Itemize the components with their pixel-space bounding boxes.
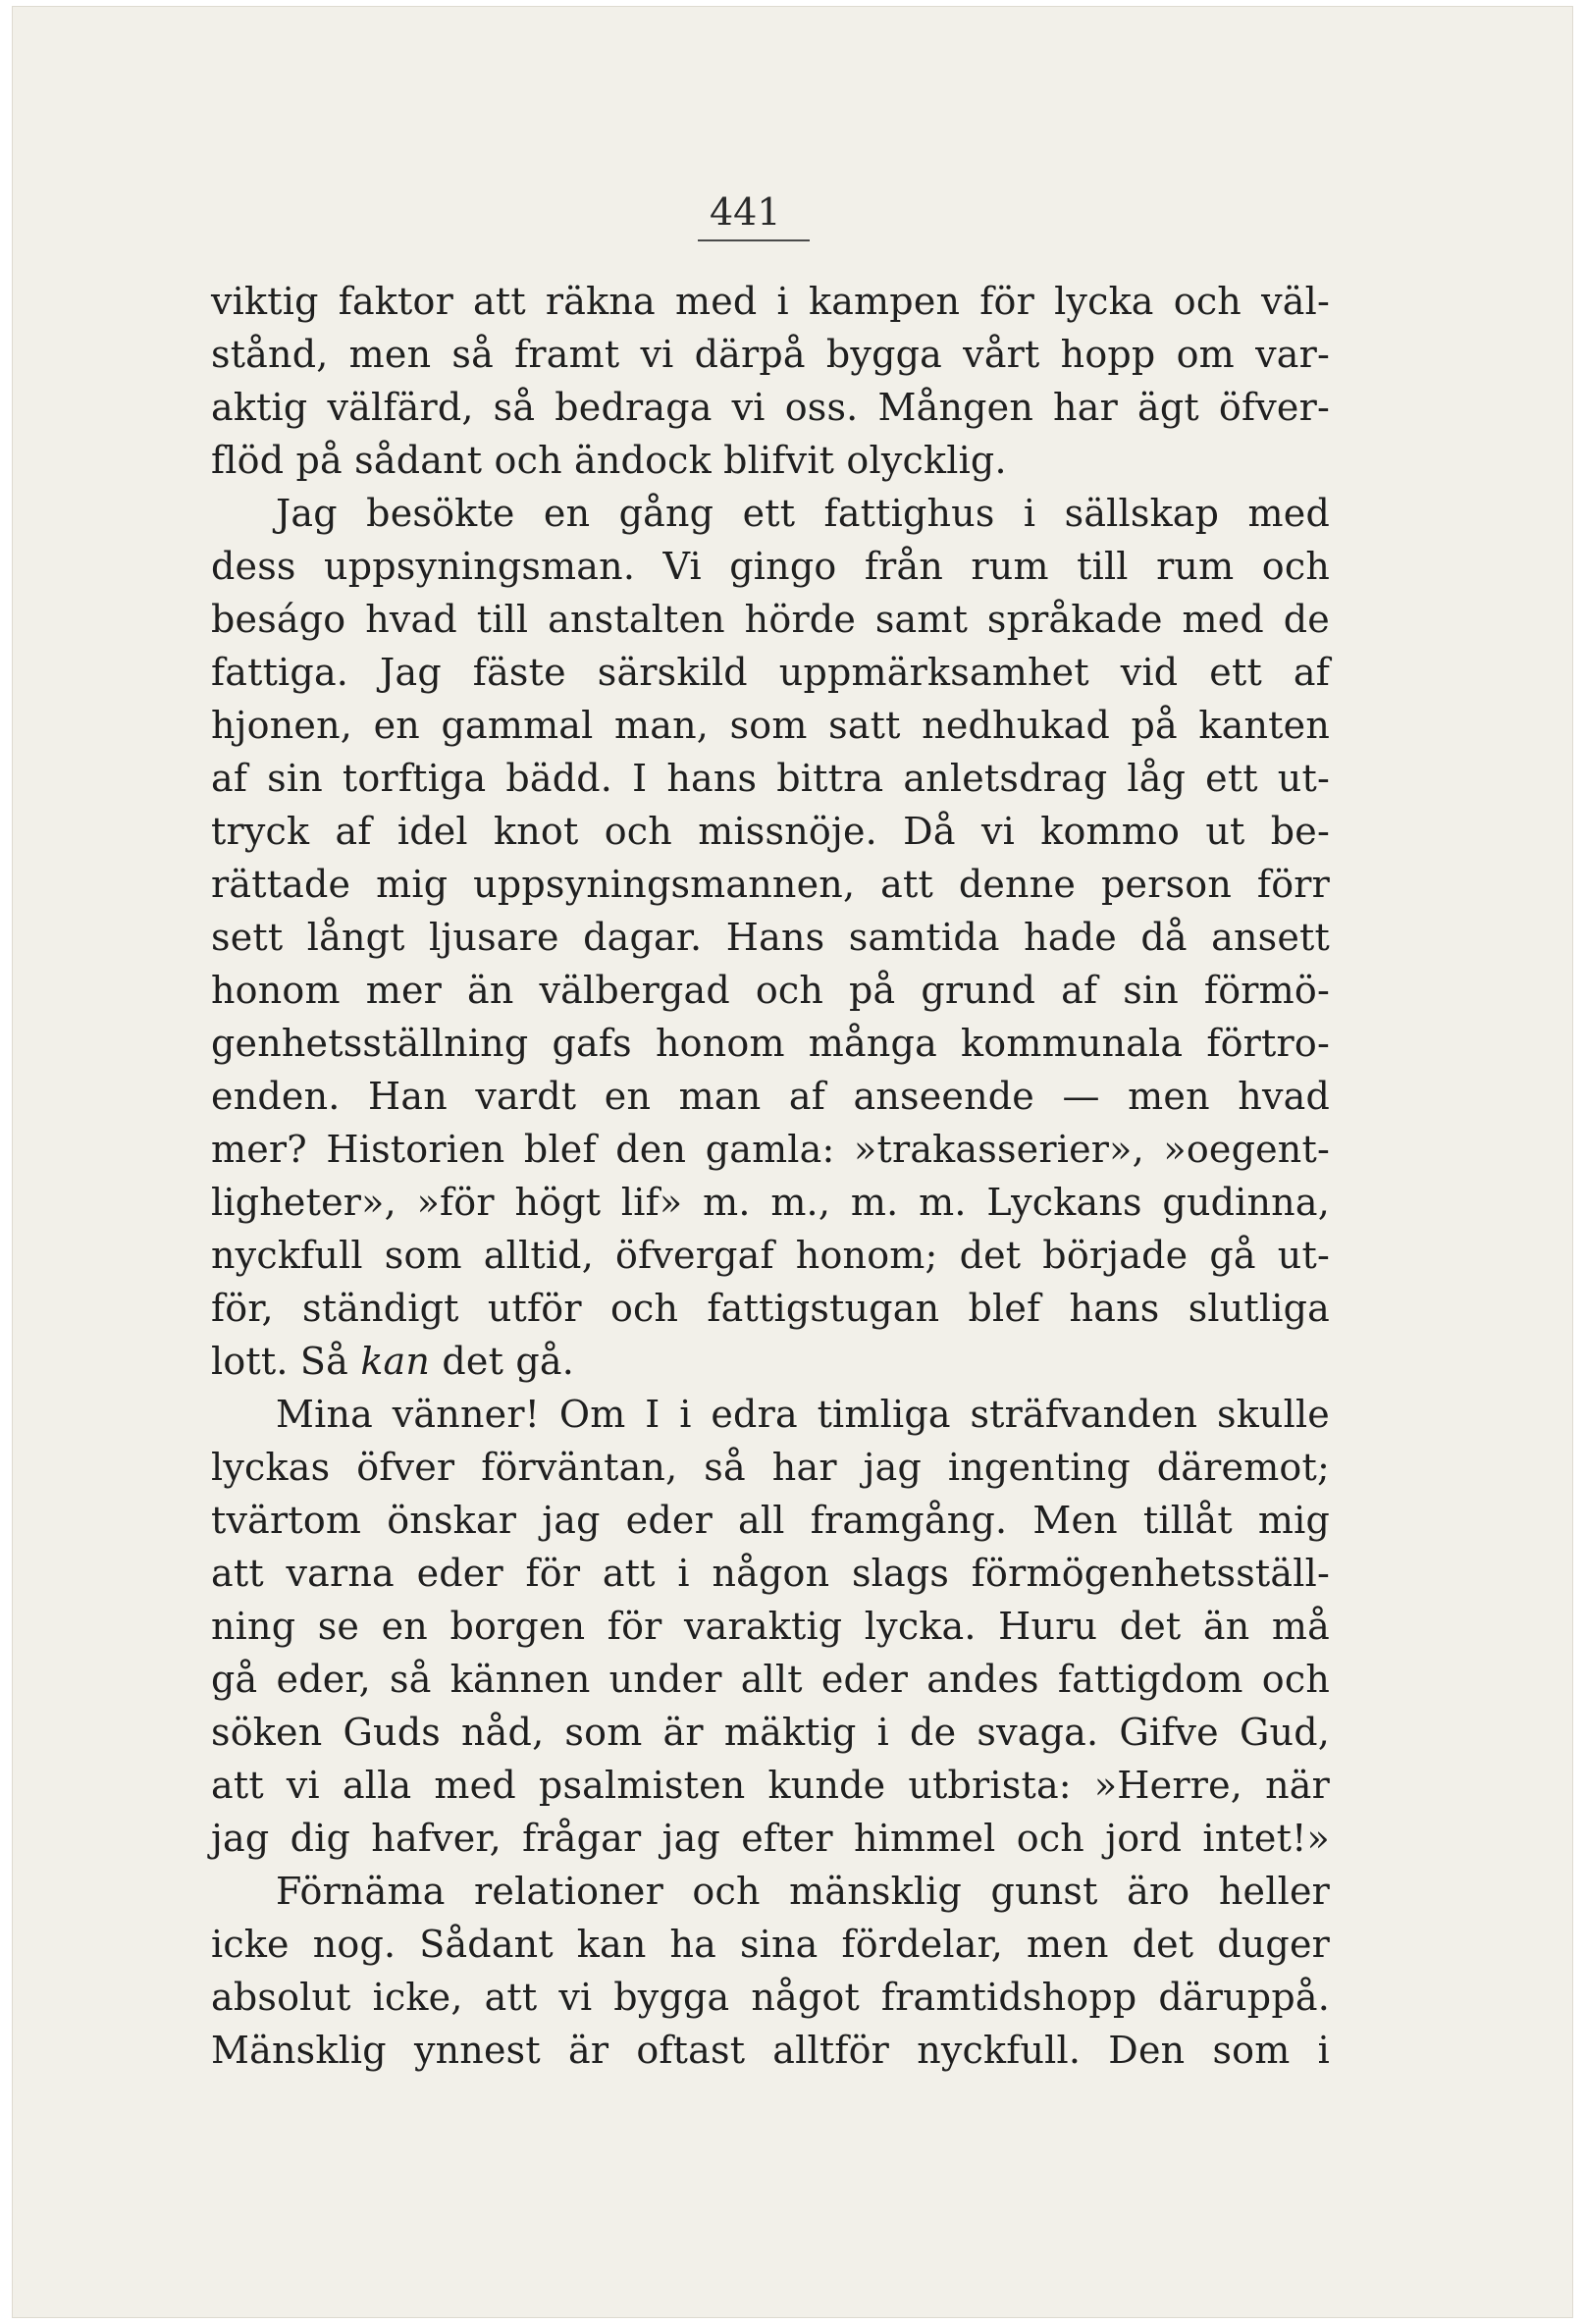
- text-line: aktig välfärd, så bedraga vi oss. Mången har ägt öfver-: [211, 386, 1330, 429]
- text-line: honom mer än välbergad och på grund af sin förmö-: [211, 969, 1330, 1012]
- text-line: nyckfull som alltid, öfvergaf honom; det började gå ut-: [211, 1234, 1330, 1277]
- text-line: söken Guds nåd, som är mäktig i de svaga. Gifve Gud,: [211, 1711, 1330, 1754]
- text-segment: det gå.: [430, 1340, 574, 1383]
- text-line: enden. Han vardt en man af anseende — men hvad: [211, 1075, 1330, 1118]
- text-line: ligheter», »för högt lif» m. m., m. m. Lyckans gudinna,: [211, 1181, 1330, 1224]
- text-line: att vi alla med psalmisten kunde utbrista: »Herre, när: [211, 1764, 1330, 1807]
- text-line: hjonen, en gammal man, som satt nedhukad på kanten: [211, 704, 1330, 747]
- text-line: af sin torftiga bädd. I hans bittra anletsdrag låg ett ut-: [211, 757, 1330, 800]
- text-line: icke nog. Sådant kan ha sina fördelar, men det duger: [211, 1923, 1330, 1966]
- text-line: absolut icke, att vi bygga något framtidshopp däruppå.: [211, 1976, 1330, 2019]
- text-line: Jag besökte en gång ett fattighus i sällskap med: [276, 492, 1330, 535]
- text-line: [211, 1335, 1330, 1388]
- text-line: för, ständigt utför och fattigstugan blef hans slutliga: [211, 1287, 1330, 1330]
- text-line: ning se en borgen för varaktig lycka. Huru det än må: [211, 1605, 1330, 1648]
- page-number-rule: [698, 239, 810, 241]
- text-line: jag dig hafver, frågar jag efter himmel och jord intet!»: [211, 1817, 1330, 1860]
- text-line: flöd på sådant och ändock blifvit olycklig.: [211, 439, 1007, 482]
- italic-emphasis: kan: [360, 1340, 431, 1383]
- text-line: Mina vänner! Om I i edra timliga sträfvanden skulle: [276, 1393, 1330, 1436]
- body-text: [211, 275, 1330, 2077]
- text-line: dess uppsyningsman. Vi gingo från rum till rum och: [211, 545, 1330, 588]
- book-page: [12, 6, 1573, 2318]
- text-line: rättade mig uppsyningsmannen, att denne person förr: [211, 863, 1330, 906]
- text-line: fattiga. Jag fäste särskild uppmärksamhet vid ett af: [211, 651, 1330, 694]
- text-line: viktig faktor att räkna med i kampen för lycka och väl-: [211, 280, 1330, 323]
- text-line: stånd, men så framt vi därpå bygga vårt hopp om var-: [211, 333, 1330, 376]
- text-line: lyckas öfver förväntan, så har jag ingenting däremot;: [211, 1446, 1330, 1489]
- text-line: genhetsställning gafs honom många kommunala förtro-: [211, 1022, 1330, 1065]
- text-line: mer? Historien blef den gamla: »trakasserier», »oegent-: [211, 1128, 1330, 1171]
- text-line: beságo hvad till anstalten hörde samt språkade med de: [211, 598, 1330, 641]
- text-line: att varna eder för att i någon slags förmögenhetsställ-: [211, 1552, 1330, 1595]
- text-line: Förnäma relationer och mänsklig gunst äro heller: [276, 1870, 1330, 1913]
- text-segment: lott. Så: [211, 1340, 361, 1383]
- text-line: gå eder, så kännen under allt eder andes fattigdom och: [211, 1658, 1330, 1701]
- text-line: tryck af idel knot och missnöje. Då vi kommo ut be-: [211, 810, 1330, 853]
- page-number: 441: [710, 190, 781, 234]
- text-line: sett långt ljusare dagar. Hans samtida hade då ansett: [211, 916, 1330, 959]
- text-line: Mänsklig ynnest är oftast alltför nyckfull. Den som i: [211, 2029, 1330, 2072]
- text-line: tvärtom önskar jag eder all framgång. Men tillåt mig: [211, 1499, 1330, 1542]
